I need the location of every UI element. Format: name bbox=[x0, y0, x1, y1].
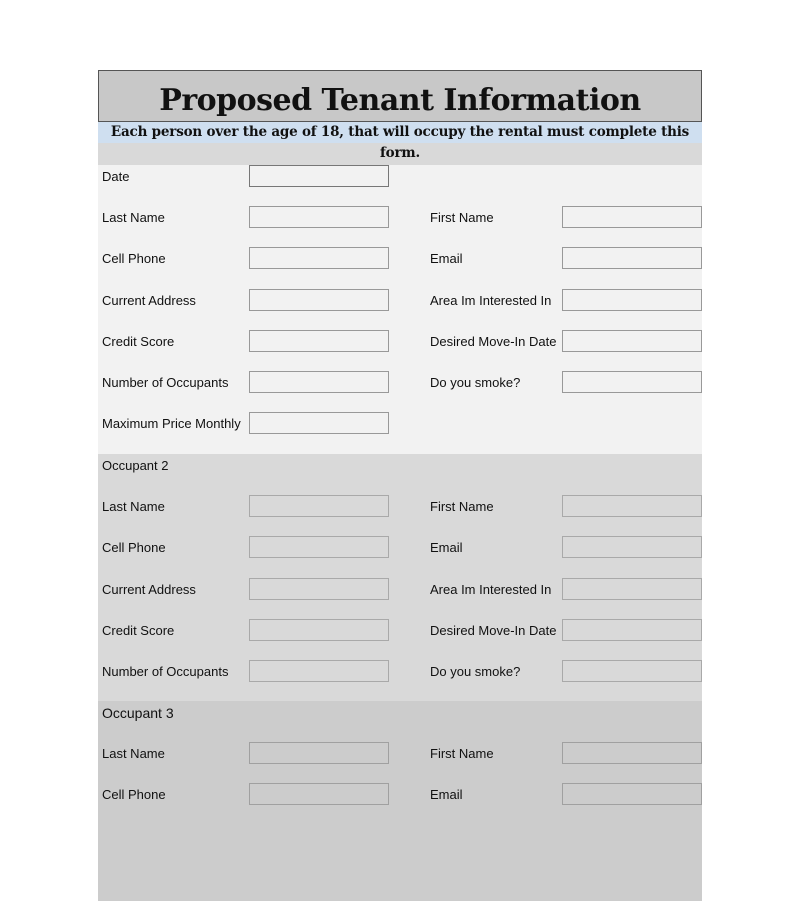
form-row bbox=[98, 247, 702, 288]
credit-score-field[interactable] bbox=[249, 330, 389, 352]
form-row bbox=[98, 206, 702, 247]
move-in-date-label: Desired Move-In Date bbox=[430, 622, 557, 638]
max-price-label: Maximum Price Monthly bbox=[102, 416, 241, 432]
form-row bbox=[98, 371, 702, 412]
last-name-label: Last Name bbox=[102, 210, 165, 226]
smoke-field[interactable] bbox=[562, 660, 702, 682]
form-row bbox=[98, 742, 702, 783]
form-row bbox=[98, 660, 702, 701]
current-address-field[interactable] bbox=[249, 578, 389, 600]
form-row bbox=[98, 536, 702, 577]
email-label: Email bbox=[430, 540, 463, 556]
email-label: Email bbox=[430, 787, 463, 803]
occupant-1-section bbox=[98, 165, 702, 454]
area-interested-label: Area Im Interested In bbox=[430, 581, 552, 597]
area-interested-label: Area Im Interested In bbox=[430, 292, 552, 308]
cell-phone-field[interactable] bbox=[249, 783, 389, 805]
number-of-occupants-label: Number of Occupants bbox=[102, 374, 229, 390]
move-in-date-label: Desired Move-In Date bbox=[430, 333, 557, 349]
last-name-field[interactable] bbox=[249, 742, 389, 764]
last-name-field[interactable] bbox=[249, 495, 389, 517]
move-in-date-field[interactable] bbox=[562, 619, 702, 641]
occupant-2-heading: Occupant 2 bbox=[102, 458, 169, 473]
occupant-3-section bbox=[98, 701, 702, 901]
form-row bbox=[98, 495, 702, 536]
current-address-label: Current Address bbox=[102, 292, 196, 308]
occupant-2-section bbox=[98, 454, 702, 701]
tenant-form bbox=[98, 70, 702, 901]
email-label: Email bbox=[430, 251, 463, 267]
first-name-field[interactable] bbox=[562, 495, 702, 517]
form-row bbox=[98, 330, 702, 371]
date-label: Date bbox=[102, 169, 130, 184]
smoke-field[interactable] bbox=[562, 371, 702, 393]
credit-score-label: Credit Score bbox=[102, 333, 175, 349]
area-interested-field[interactable] bbox=[562, 578, 702, 600]
number-of-occupants-field[interactable] bbox=[249, 660, 389, 682]
form-row bbox=[98, 783, 702, 824]
first-name-label: First Name bbox=[430, 499, 494, 515]
occupant-3-heading: Occupant 3 bbox=[102, 705, 174, 721]
cell-phone-label: Cell Phone bbox=[102, 540, 166, 556]
last-name-field[interactable] bbox=[249, 206, 389, 228]
email-field[interactable] bbox=[562, 536, 702, 558]
section-heading-row bbox=[98, 454, 702, 495]
first-name-label: First Name bbox=[430, 746, 494, 762]
email-field[interactable] bbox=[562, 247, 702, 269]
form-row bbox=[98, 578, 702, 619]
area-interested-field[interactable] bbox=[562, 289, 702, 311]
last-name-label: Last Name bbox=[102, 499, 165, 515]
last-name-label: Last Name bbox=[102, 746, 165, 762]
form-row bbox=[98, 412, 702, 453]
cell-phone-label: Cell Phone bbox=[102, 787, 166, 803]
form-row bbox=[98, 619, 702, 660]
number-of-occupants-label: Number of Occupants bbox=[102, 663, 229, 679]
cell-phone-field[interactable] bbox=[249, 536, 389, 558]
form-title: Proposed Tenant Information bbox=[98, 70, 702, 122]
move-in-date-field[interactable] bbox=[562, 330, 702, 352]
email-field[interactable] bbox=[562, 783, 702, 805]
max-price-field[interactable] bbox=[249, 412, 389, 434]
first-name-label: First Name bbox=[430, 210, 494, 226]
smoke-label: Do you smoke? bbox=[430, 374, 521, 390]
form-subtitle: Each person over the age of 18, that will occupy the rental must complete this form. bbox=[98, 122, 702, 143]
first-name-field[interactable] bbox=[562, 742, 702, 764]
cell-phone-field[interactable] bbox=[249, 247, 389, 269]
credit-score-field[interactable] bbox=[249, 619, 389, 641]
first-name-field[interactable] bbox=[562, 206, 702, 228]
section-heading-row bbox=[98, 701, 702, 742]
number-of-occupants-field[interactable] bbox=[249, 371, 389, 393]
form-row bbox=[98, 165, 702, 206]
current-address-field[interactable] bbox=[249, 289, 389, 311]
credit-score-label: Credit Score bbox=[102, 622, 175, 638]
cell-phone-label: Cell Phone bbox=[102, 251, 166, 267]
current-address-label: Current Address bbox=[102, 581, 196, 597]
form-row bbox=[98, 289, 702, 330]
date-field[interactable] bbox=[249, 165, 389, 187]
smoke-label: Do you smoke? bbox=[430, 663, 521, 679]
